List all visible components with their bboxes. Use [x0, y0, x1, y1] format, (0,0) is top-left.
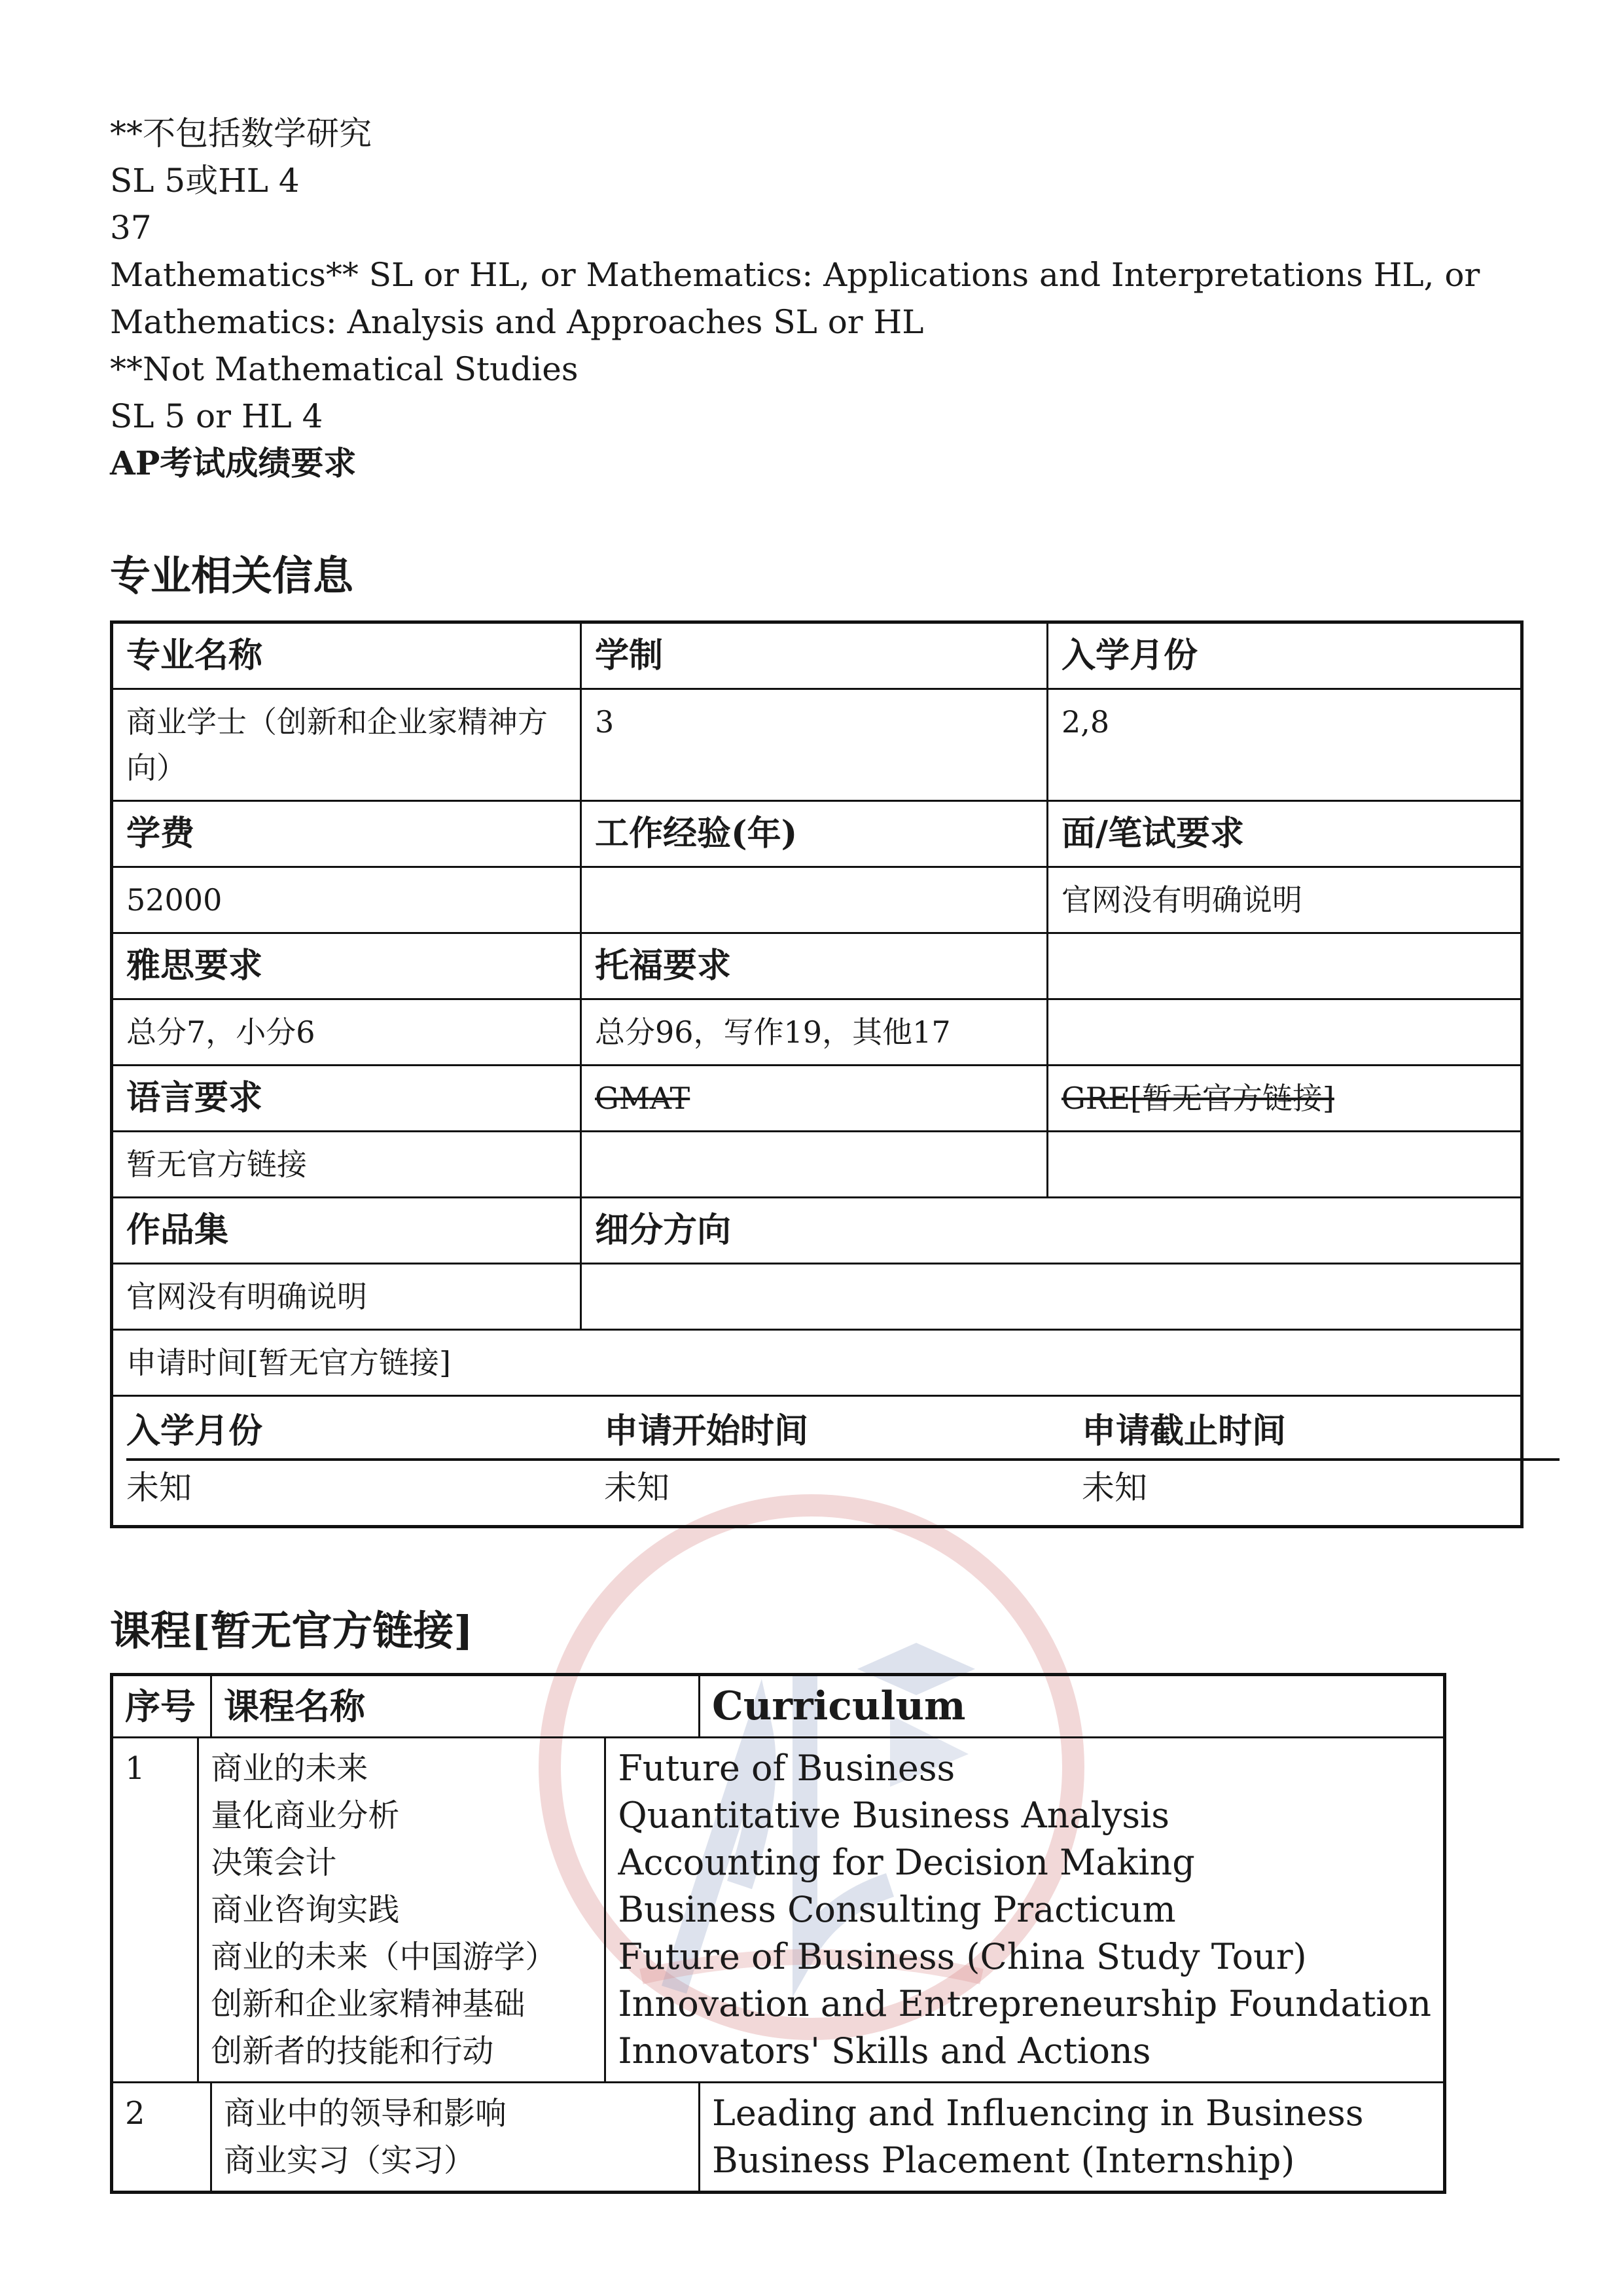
dates-header	[126, 1405, 1560, 1461]
major-name-value: 商业学士（创新和企业家精神方向）	[126, 704, 548, 785]
course-name-en: Leading and Influencing in Business	[712, 2092, 1364, 2134]
intro-lines	[110, 110, 1550, 487]
course-section-title: 课程[暂无官方链接]	[110, 1607, 473, 1655]
ap-heading: AP考试成绩要求	[110, 444, 357, 482]
table-row	[113, 688, 1520, 800]
table-row	[113, 998, 1520, 1064]
header-intake: 入学月份	[1046, 624, 1520, 688]
header-major-name: 专业名称	[126, 636, 263, 675]
header-language: 语言要求	[126, 1078, 263, 1118]
intro-line: **不包括数学研究	[110, 115, 372, 152]
table-row	[113, 1064, 1520, 1130]
table-row	[113, 1395, 1520, 1525]
course-names-en	[698, 2083, 1443, 2191]
course-name-zh: 商业的未来	[211, 1750, 368, 1787]
header-gre: GRE[暂无官方链接]	[1046, 1066, 1520, 1130]
table-row	[113, 1263, 1520, 1329]
application-dates	[113, 1397, 1573, 1525]
table-row	[113, 1736, 1443, 2081]
intro-line: Mathematics: Analysis and Approaches SL or HL	[110, 303, 924, 341]
empty-cell	[1046, 1132, 1520, 1196]
course-number: 1	[125, 1750, 145, 1787]
course-names-zh	[210, 2083, 698, 2191]
header-toefl: 托福要求	[580, 934, 1046, 998]
header-track: 细分方向	[580, 1198, 1520, 1263]
course-names-zh	[197, 1738, 604, 2081]
header-portfolio: 作品集	[126, 1210, 229, 1250]
course-name-en: Innovators' Skills and Actions	[618, 2030, 1151, 2072]
program-section-title: 专业相关信息	[110, 552, 354, 600]
course-name-en: Future of Business	[618, 1748, 955, 1789]
course-name-en: Quantitative Business Analysis	[618, 1795, 1170, 1836]
interview-value: 官网没有明确说明	[1046, 868, 1520, 932]
table-row	[113, 1329, 1520, 1395]
course-name-en: Accounting for Decision Making	[618, 1842, 1195, 1883]
table-row	[113, 800, 1520, 866]
course-name-en: Innovation and Entrepreneurship Foundation	[618, 1983, 1431, 2024]
table-row	[113, 1196, 1520, 1263]
intro-line: **Not Mathematical Studies	[110, 350, 579, 388]
course-name-zh: 决策会计	[211, 1844, 337, 1881]
course-number: 2	[125, 2095, 145, 2132]
intro-line: SL 5 or HL 4	[110, 397, 323, 435]
toefl-value: 总分96，写作19，其他17	[580, 1000, 1046, 1064]
ielts-value: 总分7，小分6	[126, 1014, 315, 1050]
header-ielts: 雅思要求	[126, 946, 263, 986]
course-name-zh: 商业的未来（中国游学）	[211, 1939, 557, 1975]
header-tuition: 学费	[126, 814, 195, 853]
course-name-zh: 商业中的领导和影响	[224, 2095, 507, 2132]
course-name-en: Business Placement (Internship)	[712, 2140, 1295, 2181]
duration-value: 3	[580, 690, 1046, 800]
intro-line: Mathematics** SL or HL, or Mathematics: Applications and Interpretations HL, or	[110, 256, 1480, 294]
empty-cell	[1046, 1000, 1520, 1064]
header-curriculum: Curriculum	[698, 1676, 1443, 1736]
header-intake-month: 入学月份	[126, 1411, 263, 1451]
course-name-zh: 商业实习（实习）	[224, 2142, 476, 2179]
course-name-zh: 量化商业分析	[211, 1797, 400, 1834]
curriculum-table	[110, 1673, 1446, 2194]
program-info-table	[110, 620, 1524, 1528]
application-start-value: 未知	[604, 1469, 669, 1507]
course-name-en: Future of Business (China Study Tour)	[618, 1936, 1307, 1977]
table-row	[113, 866, 1520, 932]
application-time-label: 申请时间[暂无官方链接]	[126, 1345, 451, 1380]
header-application-deadline: 申请截止时间	[1082, 1411, 1287, 1451]
portfolio-value: 官网没有明确说明	[126, 1279, 367, 1314]
table-row	[113, 932, 1520, 998]
intro-line: 37	[110, 209, 152, 247]
course-name-zh: 商业咨询实践	[211, 1892, 400, 1928]
course-name-zh: 创新和企业家精神基础	[211, 1986, 526, 2022]
empty-cell	[580, 1132, 1046, 1196]
header-interview: 面/笔试要求	[1046, 802, 1520, 866]
header-gmat: GMAT	[580, 1066, 1046, 1130]
table-row	[113, 1676, 1443, 1736]
table-row	[113, 1130, 1520, 1196]
language-value: 暂无官方链接	[126, 1147, 307, 1182]
header-number: 序号	[125, 1685, 196, 1727]
header-duration: 学制	[580, 624, 1046, 688]
header-work-experience: 工作经验(年)	[580, 802, 1046, 866]
course-name-en: Business Consulting Practicum	[618, 1889, 1176, 1930]
header-application-start: 申请开始时间	[604, 1411, 809, 1451]
header-course-name: 课程名称	[210, 1676, 698, 1736]
track-value	[580, 1265, 1520, 1329]
work-experience-value	[580, 868, 1046, 932]
application-deadline-value: 未知	[1082, 1469, 1147, 1507]
tuition-value: 52000	[126, 882, 223, 918]
empty-cell	[1046, 934, 1520, 998]
course-names-en	[604, 1738, 1443, 2081]
table-row	[113, 2081, 1443, 2191]
course-name-zh: 创新者的技能和行动	[211, 2033, 494, 2070]
dates-values	[126, 1461, 1560, 1515]
intro-line: SL 5或HL 4	[110, 162, 300, 200]
intake-month-value: 未知	[126, 1469, 192, 1507]
intake-value: 2,8	[1046, 690, 1520, 800]
table-row	[113, 624, 1520, 688]
